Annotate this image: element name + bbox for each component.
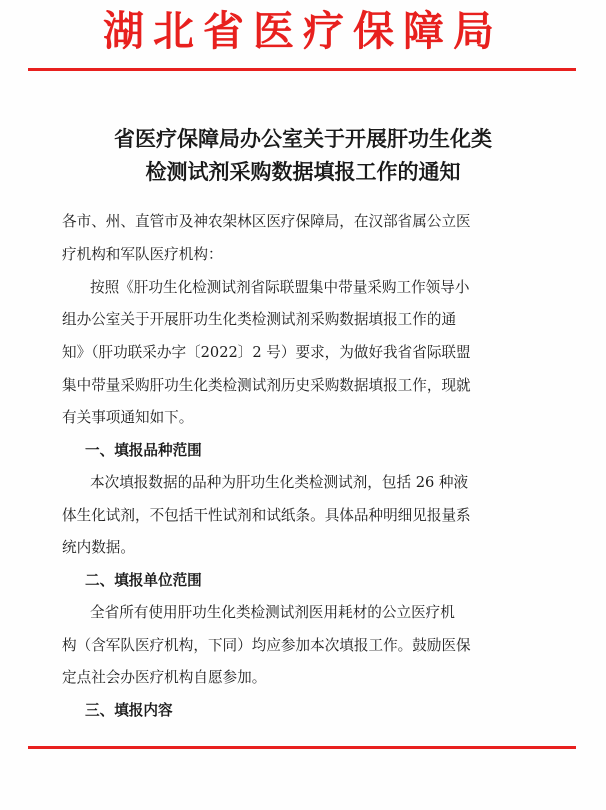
document-title-line-2: 检测试剂采购数据填报工作的通知	[145, 160, 461, 184]
masthead-title: 湖北省医疗保障局	[103, 7, 503, 55]
section-2-line-1: 全省所有使用肝功生化类检测试剂医用耗材的公立医疗机	[90, 604, 455, 621]
masthead-red-rule	[28, 68, 576, 71]
section-1-line-2: 体生化试剂，不包括干性试剂和试纸条。具体品种明细见报量系	[62, 507, 471, 524]
footer-red-rule	[28, 746, 576, 749]
intro-line-3: 知》（肝功联采办字〔2022〕2 号）要求，为做好我省省际联盟	[62, 344, 471, 361]
section-1-line-3: 统内数据。	[62, 539, 135, 556]
document-title-line-1: 省医疗保障局办公室关于开展肝功生化类	[114, 127, 492, 151]
section-heading-3: 三、填报内容	[85, 702, 173, 719]
intro-line-4: 集中带量采购肝功生化类检测试剂历史采购数据填报工作，现就	[62, 377, 471, 394]
section-heading-1: 一、填报品种范围	[85, 442, 202, 459]
intro-line-2: 组办公室关于开展肝功生化类检测试剂采购数据填报工作的通	[62, 311, 457, 328]
section-2-line-3: 定点社会办医疗机构自愿参加。	[62, 669, 267, 686]
salutation-line-2: 疗机构和军队医疗机构：	[62, 246, 223, 263]
salutation-line-1: 各市、州、直管市及神农架林区医疗保障局，在汉部省属公立医	[62, 213, 471, 230]
section-2-line-2: 构（含军队医疗机构，下同）均应参加本次填报工作。鼓励医保	[62, 637, 471, 654]
section-1-line-1: 本次填报数据的品种为肝功生化类检测试剂，包括 26 种液	[90, 474, 469, 491]
intro-line-1: 按照《肝功生化检测试剂省际联盟集中带量采购工作领导小	[90, 279, 470, 296]
section-heading-2: 二、填报单位范围	[85, 572, 202, 589]
intro-line-5: 有关事项通知如下。	[62, 409, 194, 426]
